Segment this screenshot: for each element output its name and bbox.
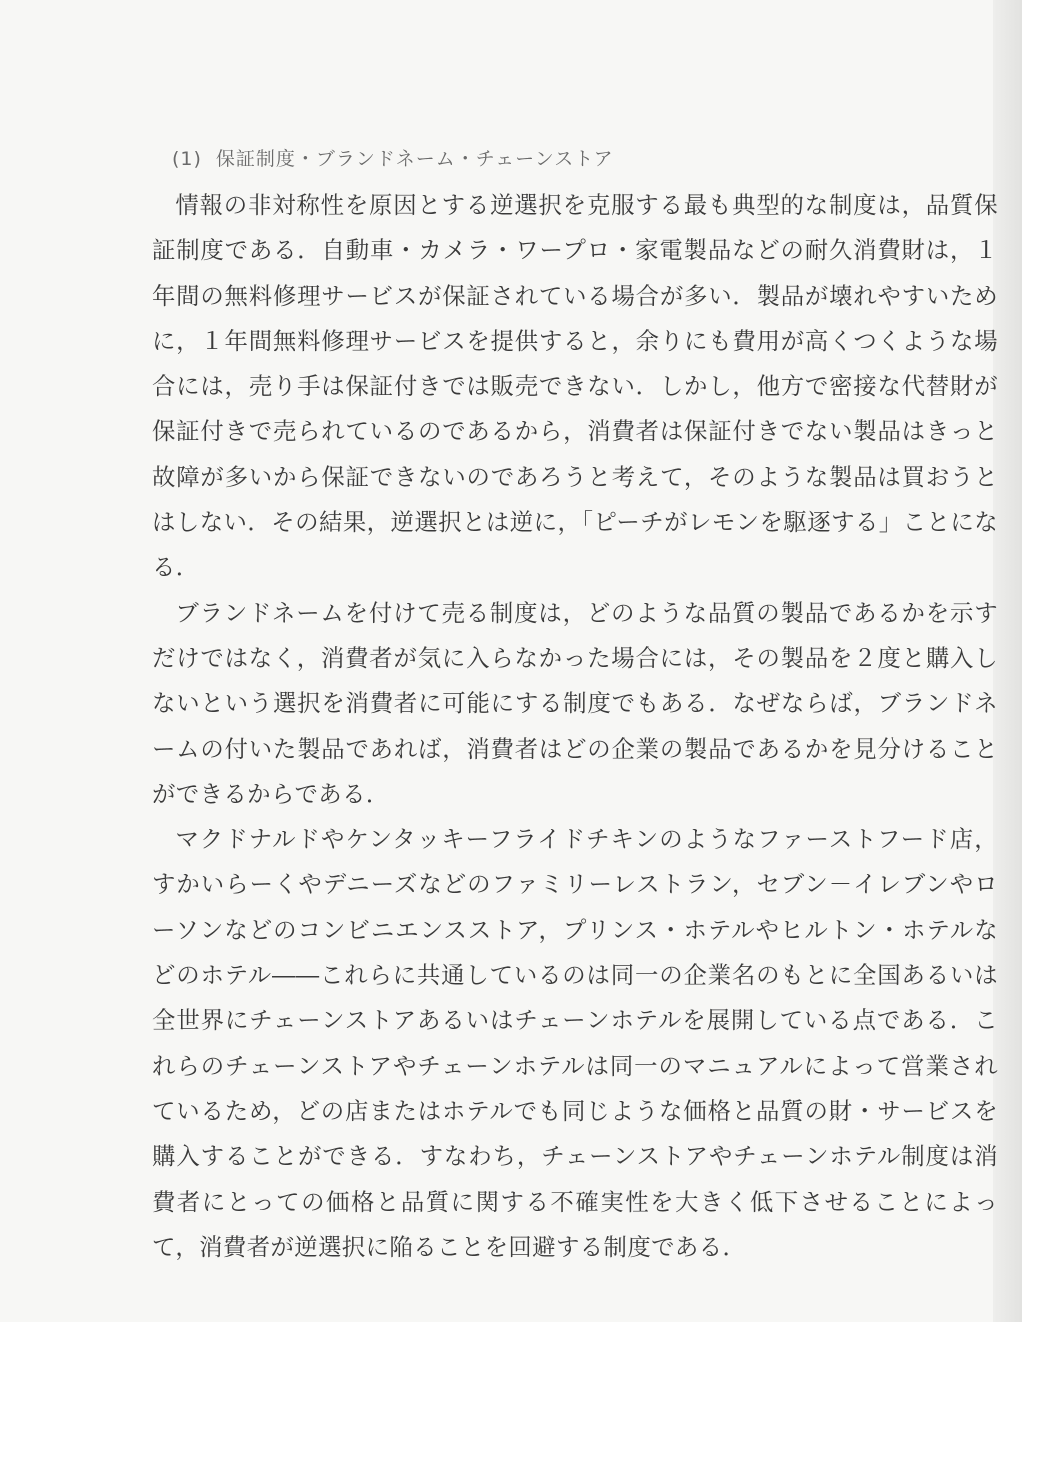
- paragraph-quality-guarantee: 情報の非対称性を原因とする逆選択を克服する最も典型的な制度は，品質保証制度である．自動車・カメラ・ワープロ・家電製品などの耐久消費財は，１年間の無料修理サービスが保証されている場合が多い．製品が壊れやすいために，１年間無料修理サービスを提供すると，余りにも費用が高くつくような場合には，売り手は保証付きでは販売できない．しかし，他方で密接な代替財が保証付きで売られているのであるから，消費者は保証付きでない製品はきっと故障が多いから保証できないのであろうと考えて，そのような製品は買おうとはしない．その結果，逆選択とは逆に，「ピーチがレモンを駆逐する」ことになる．: [152, 191, 998, 582]
- page-content: [152, 143, 998, 1270]
- section-heading: [172, 143, 998, 175]
- section-title: 保証制度・ブランドネーム・チェーンストア: [215, 148, 614, 170]
- paragraph-chain-store: マクドナルドやケンタッキーフライドチキンのようなファーストフード店，すかいらーくやデニーズなどのファミリーレストラン，セブン－イレブンやローソンなどのコンビニエンスストア，プリンス・ホテルやヒルトン・ホテルなどのホテル――これらに共通しているのは同一の企業名のもとに全国あるいは全世界にチェーンストアあるいはチェーンホテルを展開している点である．これらのチェーンストアやチェーンホテルは同一のマニュアルによって営業されているため，どの店またはホテルでも同じような価格と品質の財・サービスを購入することができる．すなわち，チェーンストアやチェーンホテル制度は消費者にとっての価格と品質に関する不確実性を大きく低下させることによって，消費者が逆選択に陥ることを回避する制度である．: [152, 825, 998, 1261]
- section-number: (1): [172, 148, 202, 170]
- paragraph-brand-name: ブランドネームを付けて売る制度は，どのような品質の製品であるかを示すだけではなく，消費者が気に入らなかった場合には，その製品を２度と購入しないという選択を消費者に可能にする制度でもある．なぜならば，ブランドネームの付いた製品であれば，消費者はどの企業の製品であるかを見分けることができるからである．: [152, 598, 998, 808]
